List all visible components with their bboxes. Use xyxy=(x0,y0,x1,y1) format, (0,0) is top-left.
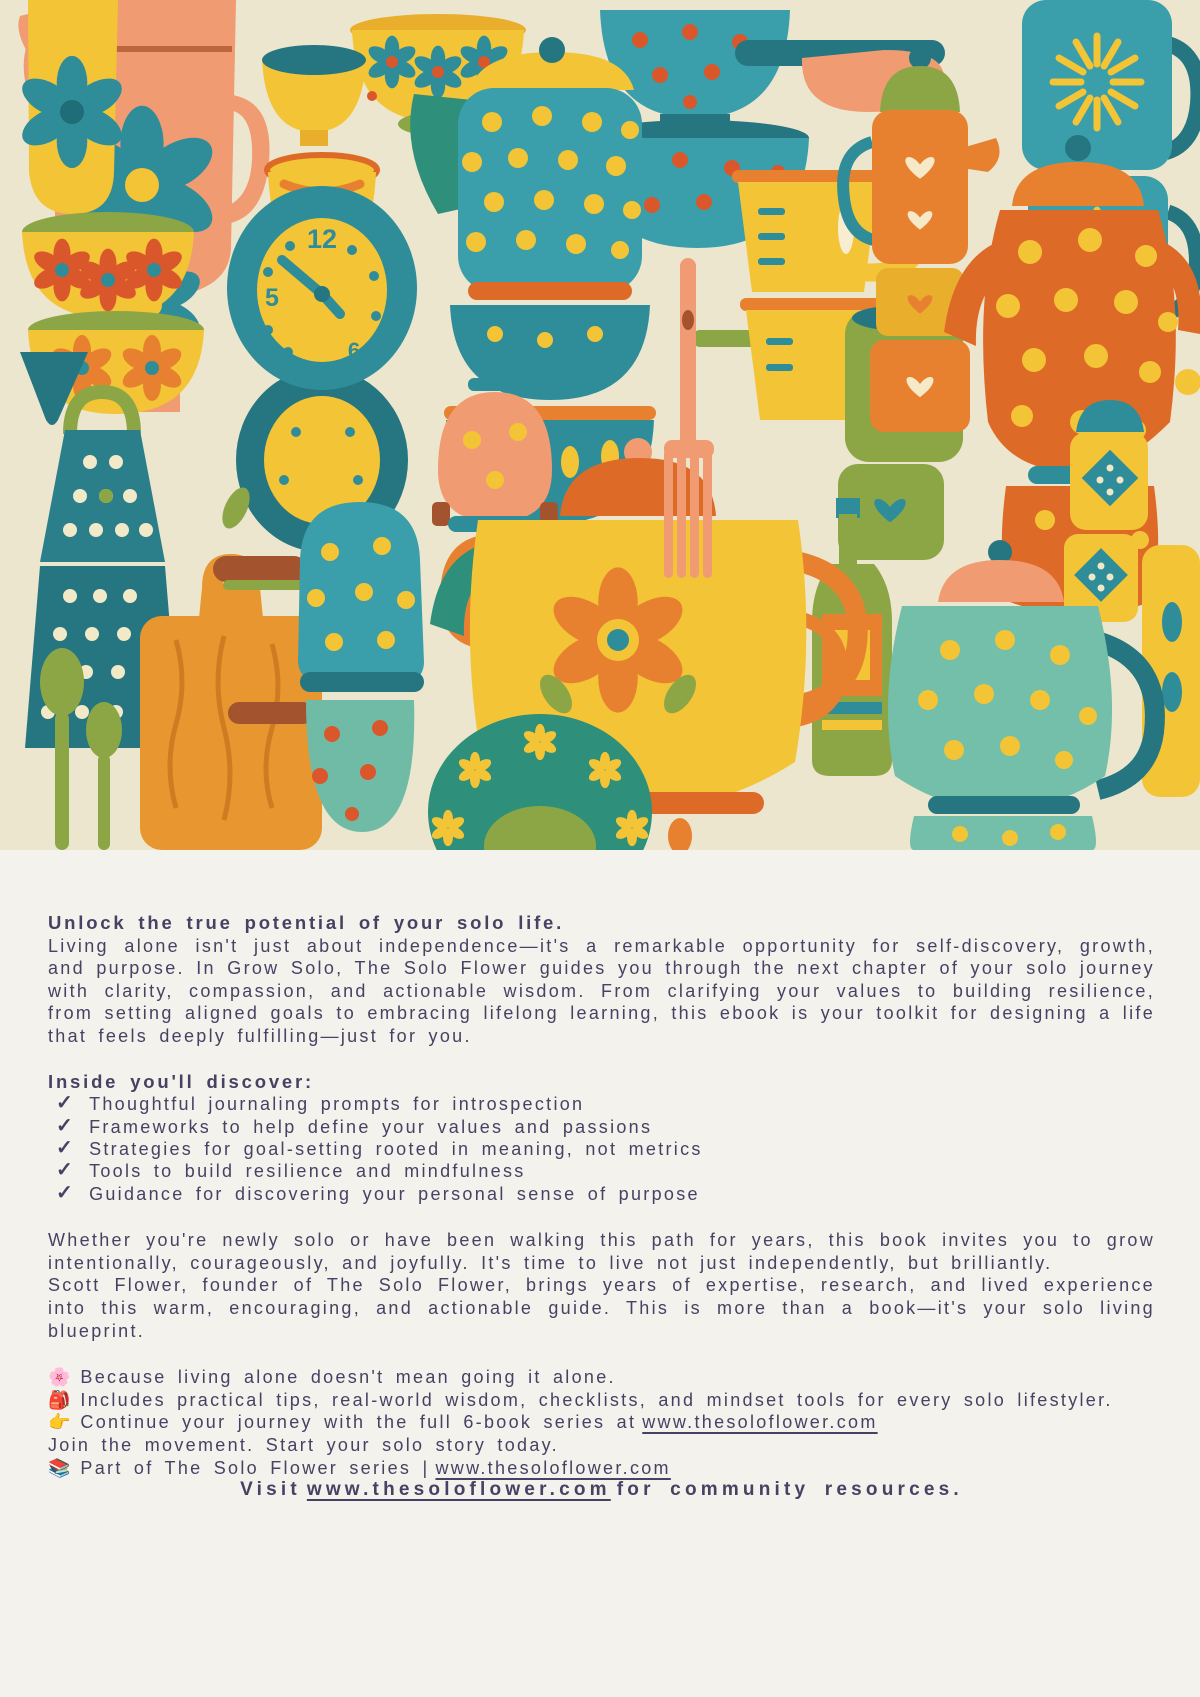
list-item xyxy=(56,1160,1155,1182)
footer-text-after: for community resources. xyxy=(616,1479,963,1501)
footer-text-before: Visit xyxy=(240,1479,301,1501)
yellow-pot-graphic xyxy=(16,0,128,214)
books-emoji-icon: 📚 xyxy=(48,1457,71,1478)
backpack-emoji-icon: 🎒 xyxy=(48,1389,71,1410)
list-item-label: Tools to build resilience and mindfulness xyxy=(89,1161,526,1182)
highlight-line xyxy=(48,1366,1155,1389)
closing-paragraph-1: Whether you're newly solo or have been walking this path for years, this book invites you to grow intentionally, courageously, and joyfully. It's time to live not just independently, but brilliantly. xyxy=(48,1230,1155,1273)
website-link[interactable]: www.thesoloflower.com xyxy=(435,1457,671,1478)
list-item-label: Frameworks to help define your values and passions xyxy=(89,1116,653,1137)
highlight-text: Join the movement. Start your solo story today. xyxy=(48,1434,559,1455)
pointing-hand-emoji-icon: 👉 xyxy=(48,1412,71,1433)
highlight-text: Includes practical tips, real-world wisdom, checklists, and mindset tools for every solo lifestyler. xyxy=(80,1389,1113,1410)
highlight-line xyxy=(48,1457,1155,1480)
checkmark-icon: ✓ xyxy=(56,1181,76,1204)
website-link[interactable]: www.thesoloflower.com xyxy=(642,1412,878,1433)
back-cover-copy xyxy=(0,850,1200,1502)
intro-paragraph: Living alone isn't just about independence—it's a remarkable opportunity for self-discovery, growth, and purpose. In Grow Solo, The Solo Flower guides you through the next chapter of your solo journey with clarity, compassion, and actionable wisdom. From clarifying your values to building resilience, from setting aligned goals to embracing lifelong learning, this ebook is your toolkit for designing a life that feels deeply fulfilling—just for you. xyxy=(48,935,1155,1046)
discover-checklist xyxy=(48,1093,1155,1205)
footer-website-link[interactable]: www.thesoloflower.com xyxy=(306,1479,611,1501)
closing-paragraph-2: Scott Flower, founder of The Solo Flower, brings years of expertise, research, and lived experience into this warm, encouraging, and actionable guide. This is more than a book—it's your solo living blueprint. xyxy=(48,1275,1155,1341)
clock-numeral-6: 6 xyxy=(347,338,361,363)
checkmark-icon: ✓ xyxy=(56,1114,76,1137)
list-item xyxy=(56,1183,1155,1205)
page-title: Unlock the true potential of your solo life. xyxy=(48,912,565,933)
highlights-block xyxy=(48,1366,1155,1479)
highlight-line xyxy=(48,1389,1155,1412)
checkmark-icon: ✓ xyxy=(56,1159,76,1182)
list-item xyxy=(56,1093,1155,1115)
flower-emoji-icon: 🌸 xyxy=(48,1367,71,1388)
alarm-clock-graphic xyxy=(227,186,417,390)
highlight-text: Continue your journey with the full 6-book series at xyxy=(80,1412,637,1433)
clock-numeral-12: 12 xyxy=(306,224,338,254)
list-item-label: Guidance for discovering your personal sense of purpose xyxy=(89,1183,700,1204)
list-item-label: Strategies for goal-setting rooted in meaning, not metrics xyxy=(89,1138,703,1159)
footer-cta xyxy=(48,1479,1155,1502)
clock-numeral-5: 5 xyxy=(265,284,279,312)
highlight-line xyxy=(48,1434,1155,1457)
highlight-text: Because living alone doesn't mean going it alone. xyxy=(80,1367,616,1388)
list-item xyxy=(56,1116,1155,1138)
discover-heading: Inside you'll discover: xyxy=(48,1070,314,1092)
checkmark-icon: ✓ xyxy=(56,1092,76,1115)
highlight-line xyxy=(48,1411,1155,1434)
highlight-text: Part of The Solo Flower series | xyxy=(80,1457,430,1478)
list-item xyxy=(56,1138,1155,1160)
list-item-label: Thoughtful journaling prompts for introspection xyxy=(89,1094,585,1115)
checkmark-icon: ✓ xyxy=(56,1136,76,1159)
